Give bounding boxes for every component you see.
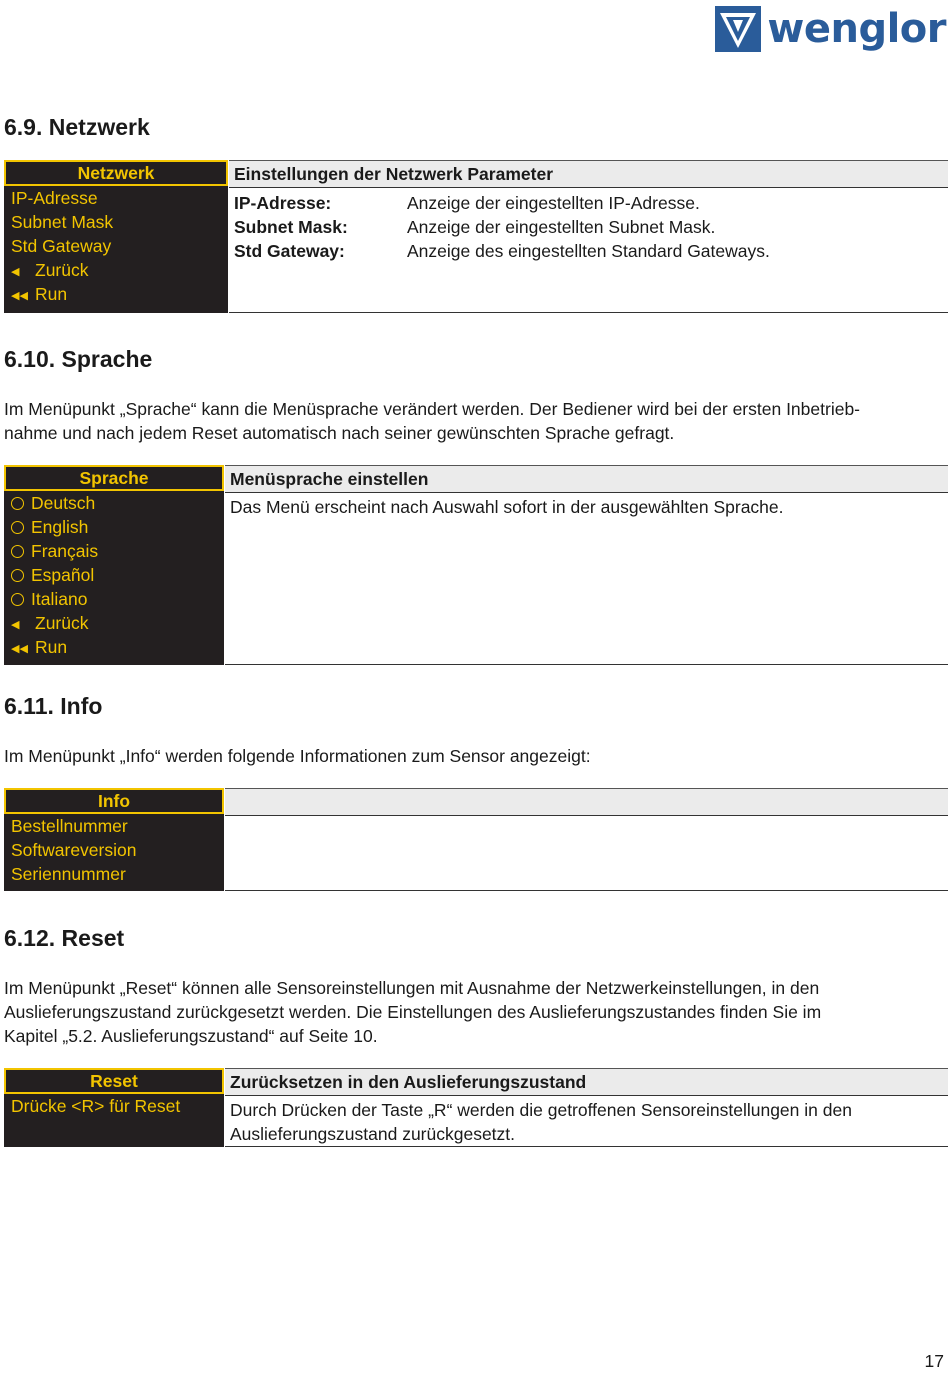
term-ip: IP-Adresse: bbox=[234, 193, 332, 213]
desc-row-gateway bbox=[234, 239, 948, 263]
option-label: Italiano bbox=[31, 589, 88, 609]
term-gateway: Std Gateway: bbox=[234, 241, 345, 261]
option-label: English bbox=[31, 517, 89, 537]
reset-intro-line1: Im Menüpunkt „Reset“ können alle Sensoreinstellungen mit Ausnahme der Netzwerkeinstellungen, in den bbox=[4, 978, 820, 998]
netzwerk-desc-title: Einstellungen der Netzwerk Parameter bbox=[229, 160, 948, 188]
radio-icon bbox=[11, 545, 24, 558]
back-label: Zurück bbox=[35, 613, 89, 633]
language-option-espanol[interactable] bbox=[4, 563, 224, 587]
menu-item-subnet-mask[interactable]: Subnet Mask bbox=[11, 212, 114, 232]
radio-icon bbox=[11, 497, 24, 510]
brand-name: wenglor bbox=[767, 6, 946, 52]
netzwerk-table bbox=[4, 160, 948, 313]
reset-intro bbox=[4, 976, 948, 1048]
menu-item-ip-adresse[interactable]: IP-Adresse bbox=[11, 188, 98, 208]
section-heading-reset: 6.12. Reset bbox=[4, 925, 125, 951]
language-option-italiano[interactable] bbox=[4, 587, 224, 611]
reset-desc-body bbox=[225, 1096, 948, 1147]
info-desc-body bbox=[225, 816, 948, 891]
language-option-deutsch[interactable] bbox=[4, 491, 224, 515]
menu-title-sprache: Sprache bbox=[4, 465, 224, 491]
section-heading-netzwerk: 6.9. Netzwerk bbox=[4, 114, 150, 140]
menu-title-netzwerk: Netzwerk bbox=[4, 160, 228, 186]
info-table bbox=[4, 788, 948, 891]
desc-subnet: Anzeige der eingestellten Subnet Mask. bbox=[407, 217, 716, 237]
netzwerk-menu bbox=[4, 160, 228, 313]
language-option-english[interactable] bbox=[4, 515, 224, 539]
double-back-arrow-icon: ◀◀ bbox=[11, 643, 28, 655]
section-heading-sprache: 6.10. Sprache bbox=[4, 346, 153, 372]
menu-item-softwareversion[interactable]: Softwareversion bbox=[11, 840, 137, 860]
menu-item-std-gateway[interactable]: Std Gateway bbox=[11, 236, 112, 256]
info-intro: Im Menüpunkt „Info“ werden folgende Informationen zum Sensor angezeigt: bbox=[4, 746, 591, 766]
language-option-francais[interactable] bbox=[4, 539, 224, 563]
sprache-menu bbox=[4, 465, 224, 665]
desc-row-subnet bbox=[234, 215, 948, 239]
option-label: Deutsch bbox=[31, 493, 96, 513]
sprache-desc-body bbox=[225, 493, 948, 665]
radio-icon bbox=[11, 521, 24, 534]
reset-intro-line2: Auslieferungszustand zurückgesetzt werden. Die Einstellungen des Auslieferungszustandes finden Sie im bbox=[4, 1002, 822, 1022]
term-subnet: Subnet Mask: bbox=[234, 217, 348, 237]
netzwerk-desc-body bbox=[229, 188, 948, 313]
reset-desc-line1: Durch Drücken der Taste „R“ werden die getroffenen Sensoreinstellungen in den bbox=[230, 1100, 852, 1120]
menu-item-zurueck[interactable] bbox=[4, 611, 224, 635]
radio-icon bbox=[11, 569, 24, 582]
option-label: Français bbox=[31, 541, 99, 561]
wenglor-logo-icon bbox=[715, 6, 761, 52]
sprache-table bbox=[4, 465, 948, 665]
back-arrow-icon: ◀ bbox=[11, 619, 20, 631]
desc-gateway: Anzeige des eingestellten Standard Gateways. bbox=[407, 241, 770, 261]
sprache-intro-line1: Im Menüpunkt „Sprache“ kann die Menüsprache verändert werden. Der Bediener wird bei der ersten Inbetrieb- bbox=[4, 399, 861, 419]
sprache-desc-title: Menüsprache einstellen bbox=[225, 465, 948, 493]
sprache-intro-line2: nahme und nach jedem Reset automatisch nach seiner gewünschten Sprache gefragt. bbox=[4, 423, 675, 443]
run-label: Run bbox=[35, 637, 68, 657]
sprache-intro bbox=[4, 397, 948, 445]
desc-ip: Anzeige der eingestellten IP-Adresse. bbox=[407, 193, 700, 213]
reset-menu bbox=[4, 1068, 224, 1147]
info-menu bbox=[4, 788, 224, 891]
menu-title-info: Info bbox=[4, 788, 224, 814]
radio-icon bbox=[11, 593, 24, 606]
info-desc-title bbox=[225, 788, 948, 816]
menu-title-reset: Reset bbox=[4, 1068, 224, 1094]
back-label: Zurück bbox=[35, 260, 89, 280]
menu-item-bestellnummer[interactable]: Bestellnummer bbox=[11, 816, 128, 836]
option-label: Español bbox=[31, 565, 95, 585]
menu-item-reset-command[interactable]: Drücke <R> für Reset bbox=[11, 1096, 181, 1116]
menu-item-run[interactable] bbox=[4, 282, 228, 306]
reset-table bbox=[4, 1068, 948, 1147]
section-heading-info: 6.11. Info bbox=[4, 693, 103, 719]
run-label: Run bbox=[35, 284, 68, 304]
reset-intro-line3: Kapitel „5.2. Auslieferungszustand“ auf Seite 10. bbox=[4, 1026, 378, 1046]
menu-item-seriennummer[interactable]: Seriennummer bbox=[11, 864, 126, 884]
back-arrow-icon: ◀ bbox=[11, 266, 20, 278]
menu-item-zurueck[interactable] bbox=[4, 258, 228, 282]
double-back-arrow-icon: ◀◀ bbox=[11, 290, 28, 302]
page-number: 17 bbox=[924, 1351, 944, 1371]
wenglor-logo bbox=[715, 6, 946, 52]
reset-desc-line2: Auslieferungszustand zurückgesetzt. bbox=[230, 1124, 516, 1144]
menu-item-run[interactable] bbox=[4, 635, 224, 659]
reset-desc-title: Zurücksetzen in den Auslieferungszustand bbox=[225, 1068, 948, 1096]
sprache-desc-text: Das Menü erscheint nach Auswahl sofort in der ausgewählten Sprache. bbox=[230, 497, 784, 517]
desc-row-ip bbox=[234, 191, 948, 215]
